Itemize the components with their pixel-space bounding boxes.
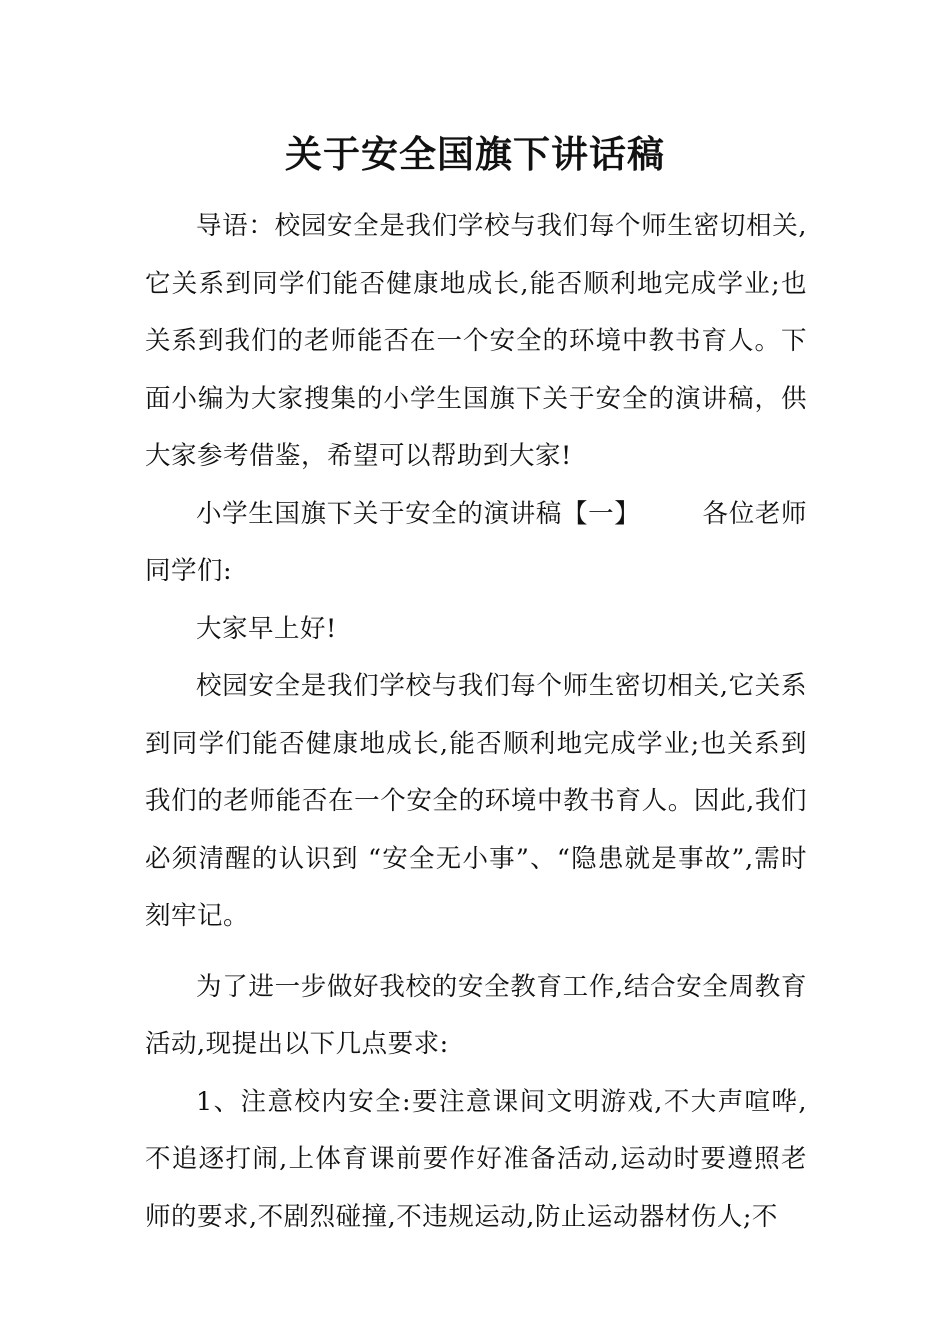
requirement-1-paragraph: 1、注意校内安全:要注意课间文明游戏,不大声喧哗,不追逐打闹,上体育课前要作好准备活动,运动时要遵照老师的要求,不剧烈碰撞,不违规运动,防止运动器材伤人;不: [145, 1086, 807, 1232]
document-body: [145, 198, 807, 1246]
salutation: 各位老师同学们:: [145, 498, 807, 586]
requirements-intro-paragraph: 为了进一步做好我校的安全教育工作,结合安全周教育活动,现提出以下几点要求:: [145, 971, 807, 1059]
section-heading: 小学生国旗下关于安全的演讲稿【一】: [196, 498, 641, 529]
document-title: 关于安全国旗下讲话稿: [285, 132, 665, 176]
section-heading-line: [145, 486, 807, 601]
greeting-paragraph: 大家早上好!: [196, 613, 337, 644]
safety-importance-paragraph: 校园安全是我们学校与我们每个师生密切相关,它关系到同学们能否健康地成长,能否顺利地完成学业;也关系到我们的老师能否在一个安全的环境中教书育人。因此,我们必须清醒的认识到 “安全无小事”、“隐患就是事故”,需时刻牢记。: [145, 671, 807, 931]
intro-paragraph: 导语：校园安全是我们学校与我们每个师生密切相关,它关系到同学们能否健康地成长,能否顺利地完成学业;也关系到我们的老师能否在一个安全的环境中教书育人。下面小编为大家搜集的小学生国旗下关于安全的演讲稿，供大家参考借鉴，希望可以帮助到大家!: [145, 211, 807, 471]
